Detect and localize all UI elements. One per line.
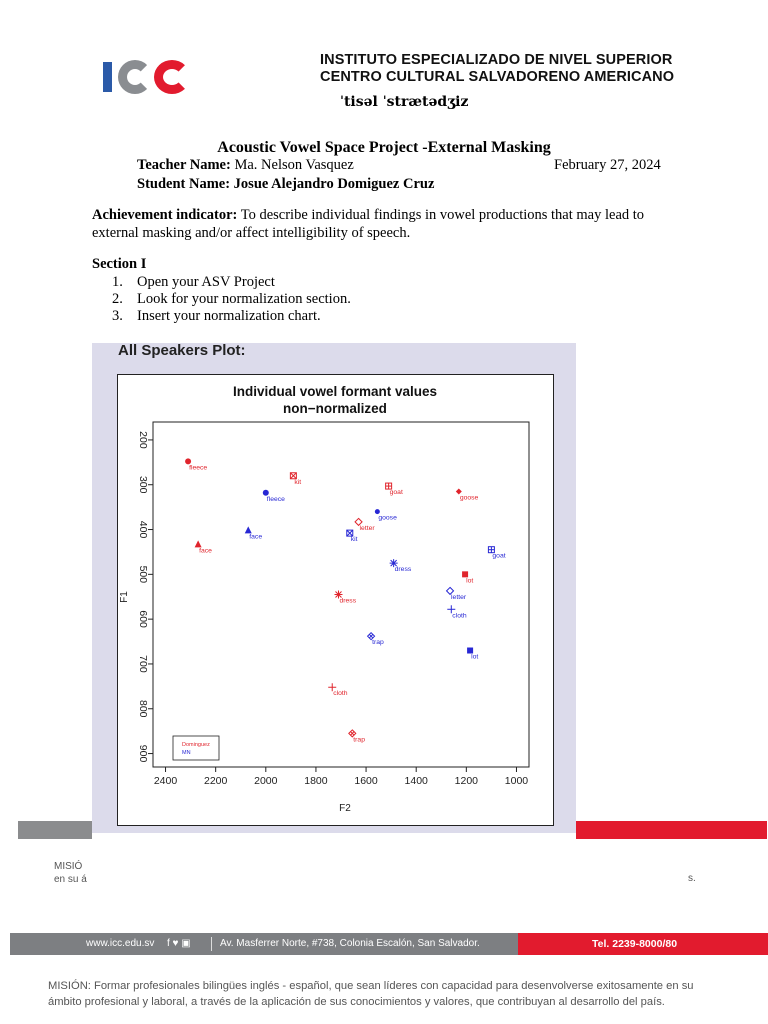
- institution-name: [320, 52, 674, 86]
- chart-marks: [185, 458, 506, 743]
- achievement-label: Achievement indicator:: [92, 207, 238, 223]
- section-heading: Section I: [92, 256, 147, 272]
- data-label-trap: trap: [353, 736, 365, 744]
- logo-icc-i: [103, 62, 112, 92]
- mission-text: Formar profesionales bilingües inglés - español, que sean líderes con capacidad para desenvolverse exitosamente en su ámbito profesional y laboral, a través de la aplicación de sus conocimientos y valores, que contribuyan al desarrollo del país.: [48, 980, 694, 1008]
- list-item: 2. Look for your normalization section.: [112, 291, 351, 307]
- institution-line-1: INSTITUTO ESPECIALIZADO DE NIVEL SUPERIOR: [320, 52, 673, 68]
- mission-statement: [48, 978, 728, 1010]
- chart-title: Individual vowel formant values: [232, 384, 438, 399]
- data-label-letter: letter: [451, 593, 467, 601]
- institution-line-2: CENTRO CULTURAL SALVADORENO AMERICANO: [320, 69, 675, 85]
- data-label-goose: goose: [378, 514, 397, 522]
- vowel-scatter-chart: [118, 375, 553, 825]
- x-tick-label: 2400: [153, 775, 178, 787]
- data-point-mn-goose: [375, 509, 380, 514]
- y-axis-label: F1: [119, 591, 130, 603]
- list-item: 1. Open your ASV Project: [112, 274, 275, 290]
- steps-list: [112, 274, 351, 325]
- chart-panel-title: All Speakers Plot:: [118, 342, 246, 359]
- list-item: 3. Insert your normalization chart.: [112, 308, 321, 324]
- data-label-trap: trap: [372, 639, 384, 647]
- data-label-fleece: fleece: [189, 464, 208, 472]
- chart-legend: [173, 736, 219, 760]
- y-axis: [137, 431, 153, 762]
- footer-stripe-gray: [18, 821, 92, 839]
- y-tick-label: 400: [137, 520, 150, 539]
- logo-icc-c-red: [154, 60, 190, 94]
- teacher-name: Ma. Nelson Vasquez: [230, 157, 354, 173]
- y-tick-label: 800: [137, 699, 150, 718]
- data-point-mn-face: [245, 526, 252, 533]
- x-tick-label: 2000: [254, 775, 278, 787]
- data-point-dominguez-face: [195, 540, 202, 547]
- data-label-cloth: cloth: [333, 690, 348, 698]
- y-tick-label: 600: [137, 610, 150, 628]
- data-label-fleece: fleece: [266, 495, 285, 503]
- teacher-line: [137, 157, 354, 174]
- data-label-lot: lot: [471, 653, 479, 661]
- achievement-text: To describe individual findings in vowel productions that may lead to external masking and/or affect intelligibility of speech.: [92, 207, 645, 241]
- data-label-goat: goat: [389, 489, 403, 497]
- y-tick-label: 200: [137, 431, 150, 449]
- mission-label: MISIÓN:: [48, 980, 91, 992]
- footer-ghost-end: s.: [688, 873, 696, 884]
- student-label: Student Name:: [137, 176, 231, 192]
- phone-text: Tel. 2239-8000/80: [592, 938, 678, 950]
- document-date: February 27, 2024: [554, 157, 661, 173]
- data-label-kit: kit: [350, 536, 358, 544]
- achievement-indicator: [92, 206, 682, 242]
- data-label-face: face: [249, 533, 263, 541]
- y-tick-label: 500: [137, 565, 150, 584]
- x-tick-label: 1600: [354, 775, 378, 787]
- x-axis-label: F2: [339, 803, 351, 814]
- chart-subtitle: non−normalized: [283, 401, 387, 416]
- data-label-cloth: cloth: [452, 612, 467, 620]
- ipa-transcription: ˈtisəl ˈstrætədʒiz: [340, 94, 469, 110]
- data-label-goat: goat: [492, 552, 506, 560]
- logo-icc-c-gray: [118, 60, 152, 94]
- data-label-face: face: [199, 547, 212, 555]
- y-tick-label: 700: [137, 655, 150, 673]
- data-label-kit: kit: [294, 478, 302, 486]
- data-label-dress: dress: [394, 566, 412, 574]
- x-tick-label: 1400: [404, 775, 428, 787]
- student-line: [137, 176, 434, 193]
- chart-image: [117, 374, 554, 826]
- y-tick-label: 900: [137, 744, 150, 763]
- divider: [211, 937, 212, 951]
- address-text: Av. Masferrer Norte, #738, Colonia Escalón, San Salvador.: [220, 938, 480, 949]
- x-tick-label: 1000: [504, 775, 529, 787]
- legend-entry-dominguez: Dominguez: [182, 742, 210, 748]
- data-label-letter: letter: [359, 524, 375, 532]
- social-icons[interactable]: f ♥ ▣: [167, 938, 191, 949]
- x-axis: [154, 767, 528, 787]
- footer-stripe-red: [576, 821, 767, 839]
- legend-box: [173, 736, 219, 760]
- teacher-label: Teacher Name:: [137, 157, 231, 173]
- legend-entry-mn: MN: [182, 750, 191, 756]
- data-label-lot: lot: [466, 577, 474, 585]
- x-tick-label: 1200: [454, 775, 479, 787]
- y-tick-label: 300: [137, 475, 150, 494]
- x-tick-label: 1800: [304, 775, 328, 787]
- data-label-goose: goose: [459, 494, 479, 502]
- data-label-dress: dress: [339, 597, 357, 605]
- document-title: Acoustic Vowel Space Project -External Masking: [217, 139, 551, 156]
- footer-ghost-text: MISIÓ en su á: [54, 861, 87, 885]
- x-tick-label: 2200: [203, 775, 228, 787]
- website-link[interactable]: www.icc.edu.sv: [86, 938, 155, 949]
- student-name: Josue Alejandro Domiguez Cruz: [230, 176, 435, 192]
